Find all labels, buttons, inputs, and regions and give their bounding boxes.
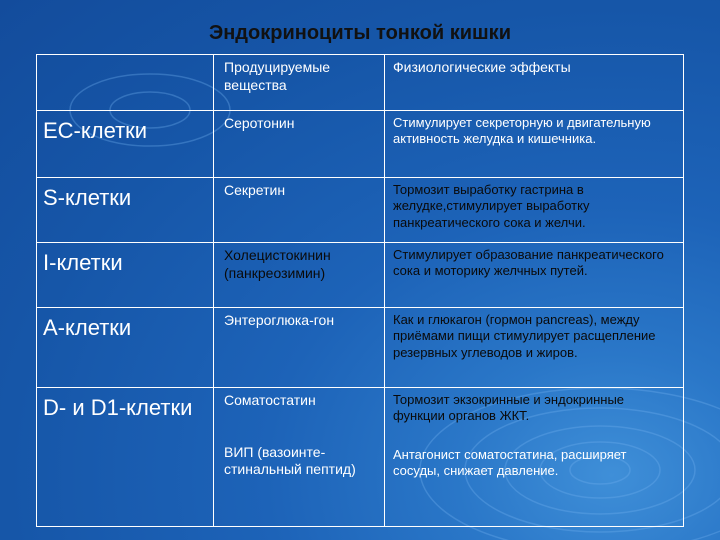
substance-somatostatin: Соматостатин xyxy=(224,392,316,408)
table-row xyxy=(37,111,684,178)
header-cell-empty xyxy=(37,55,214,111)
cell-effect: Стимулирует секреторную и двигательную активность желудка и кишечника. xyxy=(385,111,684,178)
endocrinocytes-table xyxy=(36,54,684,527)
cell-type: D- и D1-клетки xyxy=(37,388,214,527)
cell-effect: Стимулирует образование панкреатического сока и моторику желчных путей. xyxy=(385,243,684,308)
cell-type: I-клетки xyxy=(37,243,214,308)
cell-effect: Тормозит выработку гастрина в желудке,стимулирует выработку панкреатического сока и желчи. xyxy=(385,178,684,243)
header-effects: Физиологические эффекты xyxy=(385,55,684,111)
cell-substance xyxy=(214,388,385,527)
cell-effect: Как и глюкагон (гормон pancreas), между приёмами пищи стимулирует расщепление резервных углеводов и жиров. xyxy=(385,308,684,388)
cell-type: S-клетки xyxy=(37,178,214,243)
header-substances: Продуцируемые вещества xyxy=(214,55,385,111)
cell-type: ЕС-клетки xyxy=(37,111,214,178)
cell-effect xyxy=(385,388,684,527)
page-title: Эндокриноциты тонкой кишки xyxy=(209,22,511,44)
cell-substance: Серотонин xyxy=(214,111,385,178)
effect-somatostatin: Тормозит экзокринные и эндокринные функции органов ЖКТ. xyxy=(393,392,625,424)
table-row xyxy=(37,178,684,243)
cell-substance: Энтероглюка-гон xyxy=(214,308,385,388)
table-row xyxy=(37,308,684,388)
effect-vip: Антагонист соматостатина, расширяет сосуды, снижает давление. xyxy=(393,446,627,478)
table-row xyxy=(37,243,684,308)
table-header-row xyxy=(37,55,684,111)
cell-substance: Холецистокинин (панкреозимин) xyxy=(214,243,385,308)
cell-type: А-клетки xyxy=(37,308,214,388)
table-row xyxy=(37,388,684,527)
substance-vip: ВИП (вазоинте-стинальный пептид) xyxy=(224,443,356,477)
cell-substance: Секретин xyxy=(214,178,385,243)
